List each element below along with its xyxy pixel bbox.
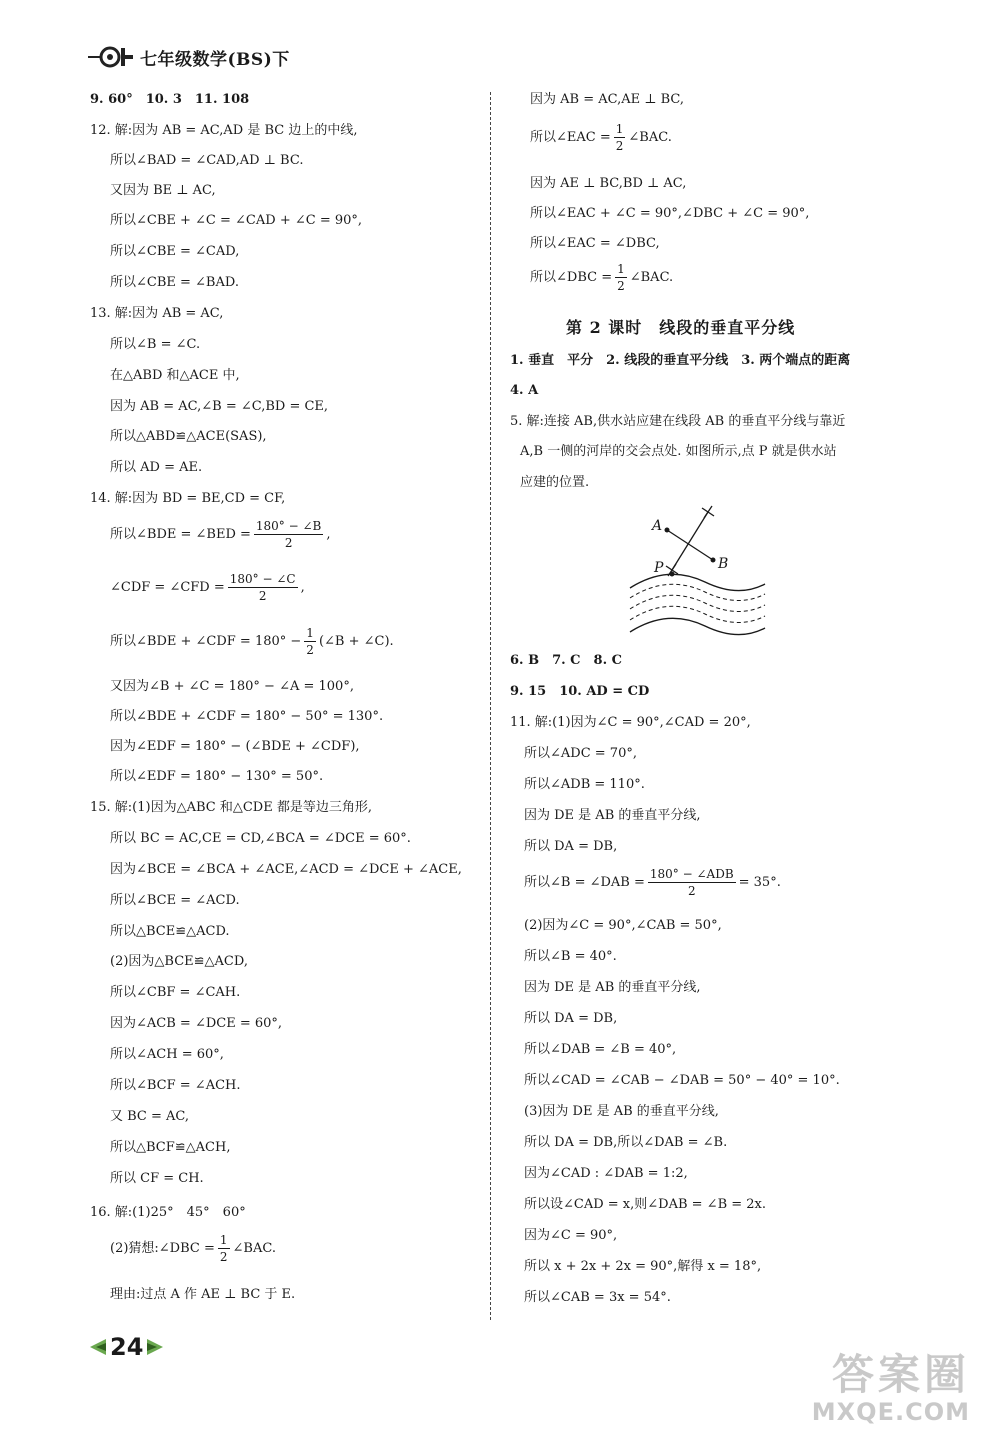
answer-line: 所以 DA = DB,所以∠DAB = ∠B.	[524, 1135, 728, 1150]
answer-line: 所以∠EAC + ∠C = 90°,∠DBC + ∠C = 90°,	[530, 206, 810, 221]
answer-line: 13. 解:因为 AB = AC,	[90, 306, 224, 321]
answer-line: 所以 x + 2x + 2x = 90°,解得 x = 18°,	[524, 1259, 762, 1274]
answer-line: 所以∠ADC = 70°,	[524, 746, 637, 761]
column-divider	[490, 92, 491, 1320]
answer-line: 因为∠BCE = ∠BCA + ∠ACE,∠ACD = ∠DCE + ∠ACE,	[110, 862, 462, 877]
fraction-line: 所以∠B = ∠DAB = $\frac{\text{180° − ∠ADB}}{2}$ = 35°.	[524, 867, 781, 898]
fraction: $\frac{180^\circ - \angle C}{2}$	[229, 572, 296, 603]
answer-line: 所以∠B = 40°.	[524, 949, 617, 964]
answer-line: 15. 解:(1)因为△ABC 和△CDE 都是等边三角形,	[90, 800, 372, 815]
answer-line: 所以设∠CAD = x,则∠DAB = ∠B = 2x.	[524, 1197, 767, 1212]
answer-line: A,B 一侧的河岸的交会点处. 如图所示,点 P 就是供水站	[520, 444, 837, 459]
fraction: $\frac{180^\circ - \angle B}{2}$	[255, 519, 322, 550]
answer-line: 因为 AE ⊥ BC,BD ⊥ AC,	[530, 176, 687, 191]
answer-line: 因为∠ACB = ∠DCE = 60°,	[110, 1016, 283, 1031]
fraction: $\frac{1}{2}$	[617, 262, 625, 293]
fraction: $\frac{1}{2}$	[615, 122, 624, 153]
point-a-label: A	[652, 518, 663, 534]
fraction-line: 所以∠BDE = ∠BED = $\frac{180^\circ - \angle B}{2}$ ,	[110, 519, 331, 550]
answer-line: 6. B 7. C 8. C	[510, 653, 622, 668]
answer-line: 应建的位置.	[520, 475, 590, 490]
page-header	[88, 42, 290, 72]
fraction-line: 所以∠EAC = $\frac{1}{2}$ ∠BAC.	[530, 122, 672, 153]
answer-line: 所以 DA = DB,	[524, 1011, 618, 1026]
fraction: $\frac{1}{2}$	[219, 1233, 228, 1264]
answer-line: 又因为 BE ⊥ AC,	[110, 183, 216, 198]
answer-line: 因为∠CAD : ∠DAB = 1:2,	[524, 1166, 688, 1181]
answer-line: 因为∠EDF = 180° − (∠BDE + ∠CDF),	[110, 739, 360, 754]
fraction-line: ∠CDF = ∠CFD = $\frac{180^\circ - \angle C}{2}$ ,	[110, 572, 305, 603]
answer-line: 因为 AB = AC,AE ⊥ BC,	[530, 92, 685, 107]
answer-line: 所以∠BAD = ∠CAD,AD ⊥ BC.	[110, 153, 304, 168]
answer-line: 所以∠B = ∠C.	[110, 337, 201, 352]
point-p-label: P	[654, 560, 664, 576]
arrow-right-icon	[145, 1337, 165, 1357]
answer-line: 又因为∠B + ∠C = 180° − ∠A = 100°,	[110, 679, 354, 694]
fraction-line: 所以∠BDE + ∠CDF = 180° − $\frac{1}{2}$ (∠B + ∠C).	[110, 626, 394, 657]
answer-line: 所以∠CAD = ∠CAB − ∠DAB = 50° − 40° = 10°.	[524, 1073, 840, 1088]
answer-line: 所以∠CBE = ∠CAD,	[110, 244, 240, 259]
answer-line: 因为 DE 是 AB 的垂直平分线,	[524, 980, 701, 995]
fraction-line: (2)猜想:∠DBC = $\frac{1}{2}$ ∠BAC.	[110, 1233, 276, 1264]
page-footer	[88, 1330, 165, 1364]
answer-line: 所以△ABD≌△ACE(SAS),	[110, 429, 267, 444]
answer-line: 所以∠BDE + ∠CDF = 180° − 50° = 130°.	[110, 709, 384, 724]
answer-line: 所以△BCE≌△ACD.	[110, 924, 230, 939]
answer-line: 12. 解:因为 AB = AC,AD 是 BC 边上的中线,	[90, 123, 358, 138]
fraction: $\frac{1}{2}$	[306, 626, 314, 657]
answer-line: 所以∠EAC = ∠DBC,	[530, 236, 660, 251]
book-logo-icon	[88, 44, 134, 70]
answer-line: 14. 解:因为 BD = BE,CD = CF,	[90, 491, 286, 506]
watermark-url: MXQE.COM	[811, 1398, 970, 1426]
answer-line: (2)因为∠C = 90°,∠CAB = 50°,	[524, 918, 722, 933]
answer-line: 所以∠BCE = ∠ACD.	[110, 893, 240, 908]
answer-line: 因为 DE 是 AB 的垂直平分线,	[524, 808, 701, 823]
answer-line: 在△ABD 和△ACE 中,	[110, 368, 240, 383]
answer-line: 9. 15 10. AD = CD	[510, 684, 650, 699]
arrow-left-icon	[88, 1337, 108, 1357]
answer-line: 9. 60° 10. 3 11. 108	[90, 92, 250, 107]
answer-line: 所以 AD = AE.	[110, 460, 203, 475]
answer-line: 5. 解:连接 AB,供水站应建在线段 AB 的垂直平分线与靠近	[510, 414, 846, 429]
answer-line: 因为 AB = AC,∠B = ∠C,BD = CE,	[110, 399, 329, 414]
answer-line: 所以 BC = AC,CE = CD,∠BCA = ∠DCE = 60°.	[110, 831, 411, 846]
answer-line: 又 BC = AC,	[110, 1109, 190, 1124]
water-station-figure	[610, 500, 780, 640]
answer-line: 所以∠CAB = 3x = 54°.	[524, 1290, 671, 1305]
answer-line: (2)因为△BCE≌△ACD,	[110, 954, 248, 969]
answer-line: 所以∠DAB = ∠B = 40°,	[524, 1042, 677, 1057]
answer-line: 所以∠CBF = ∠CAH.	[110, 985, 241, 1000]
section-title: 第 2 课时 线段的垂直平分线	[566, 318, 796, 337]
page-number: 24	[110, 1333, 144, 1361]
point-b-label: B	[718, 556, 729, 572]
answer-line: 所以∠EDF = 180° − 130° = 50°.	[110, 769, 324, 784]
answer-line: 理由:过点 A 作 AE ⊥ BC 于 E.	[110, 1287, 296, 1302]
watermark-logo: 答案圈	[831, 1350, 970, 1399]
answer-line: 4. A	[510, 383, 539, 398]
answer-line: 因为∠C = 90°,	[524, 1228, 618, 1243]
answer-line: 所以 CF = CH.	[110, 1171, 204, 1186]
answer-line: 所以∠BCF = ∠ACH.	[110, 1078, 241, 1093]
answer-line: 所以∠CBE = ∠BAD.	[110, 275, 239, 290]
answer-line: 16. 解:(1)25° 45° 60°	[90, 1205, 246, 1220]
answer-line: 11. 解:(1)因为∠C = 90°,∠CAD = 20°,	[510, 715, 751, 730]
answer-line: 所以∠ACH = 60°,	[110, 1047, 224, 1062]
watermark	[730, 1352, 970, 1432]
answer-line: 1. 垂直 平分 2. 线段的垂直平分线 3. 两个端点的距离	[510, 353, 851, 368]
answer-line: 所以∠CBE + ∠C = ∠CAD + ∠C = 90°,	[110, 213, 363, 228]
answer-line: (3)因为 DE 是 AB 的垂直平分线,	[524, 1104, 719, 1119]
fraction-line: 所以∠DBC = $\frac{1}{2}$ ∠BAC.	[530, 262, 674, 293]
answer-line: 所以△BCF≌△ACH,	[110, 1140, 231, 1155]
fraction: $\frac{\text{180° − ∠ADB}}{2}$	[649, 867, 734, 898]
book-title: 七年级数学(BS)下	[140, 49, 290, 70]
answer-line: 所以 DA = DB,	[524, 839, 618, 854]
answer-line: 所以∠ADB = 110°.	[524, 777, 645, 792]
